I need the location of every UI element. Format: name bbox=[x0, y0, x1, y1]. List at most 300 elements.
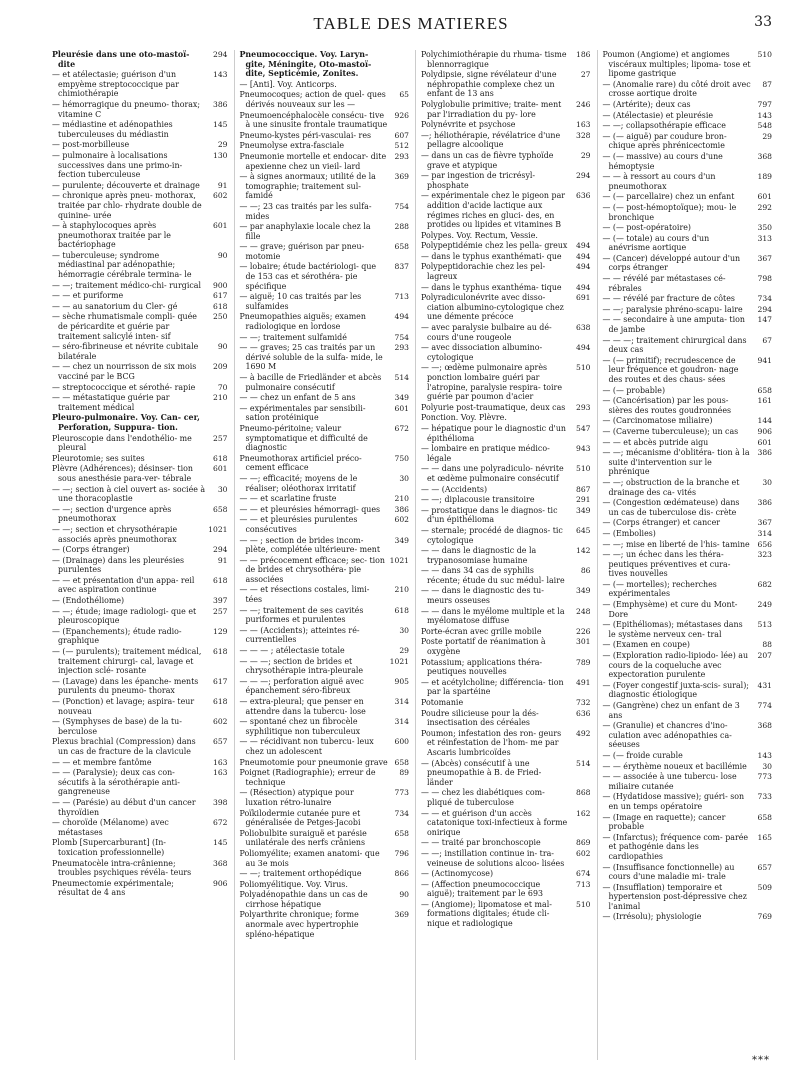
index-entry-text: — —; mécanisme d'oblitéra- tion à la suite d'intervention sur le phrénique bbox=[602, 448, 750, 477]
index-entry bbox=[421, 444, 591, 463]
index-entry-page: 734 bbox=[757, 294, 772, 304]
index-entry-page: 210 bbox=[394, 585, 409, 595]
index-entry-page: 397 bbox=[213, 596, 228, 606]
index-entry bbox=[603, 580, 773, 599]
index-entry bbox=[421, 241, 591, 251]
index-entry bbox=[421, 120, 591, 130]
index-entry-page: 163 bbox=[213, 757, 228, 767]
index-entry-text: Pleurotomie; ses suites bbox=[52, 453, 145, 463]
index-entry bbox=[240, 202, 410, 221]
index-entry-text: — hémorragique du pneumo- thorax; vitamine C bbox=[52, 99, 201, 119]
index-entry-text: — (— mortelles); recherches expérimentales bbox=[602, 579, 717, 599]
index-entry bbox=[240, 556, 410, 585]
index-entry-text: — (Artérite); deux cas bbox=[602, 99, 691, 109]
index-entry-text: — — révélé par métastases cé- rébrales bbox=[602, 274, 726, 293]
index-entry-text: — à staphylocoques après pneumothorax traitée par le bactériophage bbox=[52, 221, 171, 250]
index-entry-page: 602 bbox=[394, 515, 409, 525]
index-entry bbox=[240, 80, 410, 90]
index-entry-page: 514 bbox=[394, 373, 409, 382]
index-entry bbox=[240, 809, 410, 828]
index-entry bbox=[421, 880, 591, 899]
index-entry bbox=[52, 434, 228, 453]
index-entry-text: — — chez un nourrisson de six mois vacciné par le BCG bbox=[52, 362, 197, 381]
index-entry-text: — (Irrésolu); physiologie bbox=[602, 912, 702, 922]
index-entry-page: 294 bbox=[757, 304, 772, 314]
index-entry-page: 207 bbox=[757, 651, 772, 661]
index-entry-text: Ponction. Voy. Plèvre. bbox=[421, 413, 507, 423]
index-entry bbox=[421, 293, 591, 322]
index-entry-page: 90 bbox=[399, 890, 409, 900]
index-entry-page: 601 bbox=[757, 437, 772, 447]
index-entry-page: 147 bbox=[757, 315, 772, 325]
index-entry bbox=[421, 900, 591, 929]
index-entry bbox=[240, 626, 410, 645]
index-entry-text: — —; un échec dans les théra- peutiques préventives et cura- tives nouvelles bbox=[602, 550, 731, 579]
index-entry-page: 492 bbox=[576, 728, 591, 738]
index-entry-page: 638 bbox=[576, 323, 591, 333]
index-entry bbox=[52, 302, 228, 312]
index-entry-page: 288 bbox=[394, 222, 409, 232]
index-entry-page: 368 bbox=[213, 858, 228, 868]
index-entry-page: 386 bbox=[757, 448, 772, 458]
index-entry bbox=[240, 474, 410, 493]
index-entry-text: — (Gangrène) chez un enfant de 3 ans bbox=[602, 701, 740, 720]
index-entry-page: 431 bbox=[757, 680, 772, 690]
index-entry bbox=[240, 536, 410, 555]
index-entry-text: — (— massive) au cours d'une hémoptysie bbox=[602, 151, 723, 171]
index-entry-page: 691 bbox=[576, 293, 591, 303]
index-entry-text: — — —; perforation aiguë avec épanchement séro-fibreux bbox=[239, 676, 364, 696]
index-entry-text: — (Image en raquette); cancer probable bbox=[602, 812, 726, 832]
index-entry-page: 210 bbox=[213, 393, 228, 403]
index-entry-text: — —; étude; image radiologi- que et pleuroscopique bbox=[52, 606, 197, 626]
index-entry-text: — —; section et chrysothérapie associés après pneumothorax bbox=[52, 524, 178, 544]
index-entry bbox=[52, 50, 228, 69]
index-entry-text: — — ; section de brides incom- plète, complétée ultérieure- ment bbox=[239, 535, 381, 555]
index-entry-page: 226 bbox=[576, 626, 591, 636]
index-entry-text: — (Caverne tuberculeuse); un cas bbox=[602, 426, 739, 436]
index-entry bbox=[603, 100, 773, 110]
index-entry-text: — (Corps étranger) et cancer bbox=[602, 518, 721, 528]
index-entry bbox=[52, 647, 228, 676]
index-entry-text: — à signes anormaux; utilité de la tomographie; traitement sul- famidé bbox=[239, 172, 376, 201]
index-entry-text: — (— primitif); recrudescence de leur fréquence et goudron- nage des routes et des chaus- sées bbox=[602, 355, 739, 384]
index-entry-text: — (— aiguë) par coudure bron- chique après phrénicectomie bbox=[602, 131, 727, 151]
index-entry bbox=[603, 386, 773, 396]
index-entry bbox=[603, 651, 773, 680]
index-entry bbox=[240, 606, 410, 625]
index-entry-page: 91 bbox=[217, 555, 228, 565]
index-entry bbox=[240, 910, 410, 939]
index-entry bbox=[603, 121, 773, 131]
index-entry bbox=[421, 485, 591, 495]
index-entry-page: 900 bbox=[213, 280, 228, 290]
index-entry-page: 350 bbox=[757, 223, 772, 233]
index-entry-page: 1021 bbox=[389, 656, 409, 666]
index-entry-page: 89 bbox=[399, 768, 409, 778]
index-entry bbox=[421, 809, 591, 838]
index-entry bbox=[52, 251, 228, 280]
index-entry bbox=[603, 721, 773, 750]
index-entry-page: 143 bbox=[757, 750, 772, 760]
index-entry bbox=[240, 90, 410, 109]
index-entry-text: — (Carcinomatose miliaire) bbox=[602, 416, 713, 426]
index-entry-text: — — graves; 25 cas traités par un dérivé soluble de la sulfa- mide, le 1690 M bbox=[239, 343, 383, 372]
index-entry bbox=[240, 312, 410, 331]
index-entry-page: 30 bbox=[399, 473, 409, 483]
index-entry bbox=[421, 678, 591, 697]
index-entry bbox=[603, 478, 773, 497]
index-entry bbox=[421, 171, 591, 190]
index-entry bbox=[52, 525, 228, 544]
index-entry-text: — — associée à une tubercu- lose miliaire cutanée bbox=[602, 772, 737, 791]
index-entry-page: 189 bbox=[757, 172, 772, 182]
index-entry bbox=[603, 833, 773, 862]
index-entry-text: — sternale; procédé de diagnos- tic cytologique bbox=[421, 525, 563, 545]
index-entry-page: 645 bbox=[576, 525, 591, 535]
index-entry bbox=[52, 485, 228, 504]
index-entry bbox=[421, 495, 591, 505]
index-entry-text: — — et pleurésies purulentes consécutives bbox=[239, 515, 358, 534]
index-entry bbox=[52, 505, 228, 524]
index-entry-text: — (Cancérisation) par les pous- sières des routes goudronnées bbox=[602, 396, 732, 415]
index-entry-page: 398 bbox=[213, 797, 228, 807]
index-entry-page: 600 bbox=[394, 737, 409, 747]
index-entry-page: 161 bbox=[757, 396, 772, 406]
index-entry-page: 682 bbox=[757, 579, 772, 589]
index-entry-page: 143 bbox=[213, 70, 228, 80]
index-entry-page: 510 bbox=[757, 50, 772, 59]
index-entry-text: — médiastine et adénopathies tuberculeuses du médiastin bbox=[52, 120, 173, 139]
index-entry-page: 369 bbox=[394, 910, 409, 920]
index-entry-page: 658 bbox=[757, 385, 772, 395]
index-entry-page: 750 bbox=[394, 453, 409, 463]
index-entry bbox=[421, 759, 591, 788]
index-entry-text: Polyradiculonévrite avec disso- ciation albumino-cytologique chez une démente précoce bbox=[421, 293, 564, 322]
index-entry-text: — purulente; découverte et drainage bbox=[52, 180, 200, 190]
index-entry-text: — — érythème noueux et bacillémie bbox=[602, 761, 747, 771]
index-entry-text: — (Lavage) dans les épanche- ments purulents du pneumo- thorax bbox=[52, 676, 199, 696]
index-entry-page: 672 bbox=[213, 818, 228, 828]
index-entry-text: — expérimentales par sensibili- sation protéinique bbox=[239, 403, 366, 423]
index-entry-page: 674 bbox=[576, 869, 591, 879]
index-entry-page: 941 bbox=[757, 355, 772, 365]
index-entry-page: 867 bbox=[576, 484, 591, 494]
index-entry-text: — prostatique dans le diagnos- tic d'un épithélioma bbox=[421, 505, 558, 525]
index-column-4 bbox=[597, 50, 773, 1060]
index-entry-text: — —; collapsothérapie efficace bbox=[602, 121, 726, 131]
index-entry-text: — —; diplacousie transitoire bbox=[421, 495, 535, 505]
index-entry bbox=[240, 343, 410, 372]
index-entry-text: — (— purulents); traitement médical, traitement chirurgi- cal, lavage et injection sclé- rosante bbox=[52, 647, 202, 676]
index-entry-text: — (— probable) bbox=[602, 385, 666, 395]
index-entry-page: 294 bbox=[576, 171, 591, 181]
index-entry-text: — (— froide curable bbox=[602, 750, 683, 760]
index-entry-text: — (— parcellaire) chez un enfant bbox=[602, 192, 735, 202]
index-entry-text: — pulmonaire à localisations successives dans une primo-in- fection tuberculeuse bbox=[52, 150, 183, 180]
index-entry-text: Pneumocoques; action de quel- ques dérivés nouveaux sur les — bbox=[239, 90, 386, 109]
index-entry bbox=[240, 849, 410, 868]
index-entry bbox=[52, 151, 228, 180]
index-entry bbox=[603, 600, 773, 619]
index-entry-page: 87 bbox=[762, 79, 772, 89]
index-entry-text: — — (Paralysie); deux cas con- sécutifs à la sérothérapie anti- gangreneuse bbox=[52, 768, 180, 797]
index-column-2 bbox=[234, 50, 410, 1060]
index-entry-text: Polypeptidémie chez les pella- greux bbox=[421, 241, 568, 251]
index-entry bbox=[603, 111, 773, 121]
index-entry bbox=[603, 254, 773, 273]
index-entry bbox=[52, 70, 228, 99]
index-entry-text: Poliomyélite; examen anatomi- que au 3e mois bbox=[239, 848, 380, 868]
index-entry-text: — (Insuffisance fonctionnelle) au cours d'une maladie mi- trale bbox=[602, 862, 735, 882]
index-entry bbox=[421, 849, 591, 868]
index-entry-page: 386 bbox=[757, 498, 772, 508]
index-entry-page: 1021 bbox=[389, 555, 409, 565]
index-entry bbox=[240, 152, 410, 171]
index-entry bbox=[52, 221, 228, 250]
index-entry-text: — — (Parésie) au début d'un cancer thyroïdien bbox=[52, 797, 196, 817]
index-entry-text: Poignet (Radiographie); erreur de technique bbox=[239, 768, 376, 787]
index-entry-page: 656 bbox=[757, 539, 772, 549]
index-entry-text: Pneumo-kystes péri-vasculai- res bbox=[239, 130, 372, 140]
index-entry bbox=[240, 172, 410, 201]
index-entry-text: — —; traitement de ses cavités puriformes et purulentes bbox=[239, 605, 364, 625]
index-entry bbox=[52, 291, 228, 301]
index-entry-page: 293 bbox=[394, 343, 409, 353]
index-entry-text: — dans le typhus exanthémati- que bbox=[421, 251, 562, 261]
index-entry-page: 314 bbox=[394, 697, 409, 706]
index-entry-text: — — dans le diagnostic de la trypanosomiase humaine bbox=[421, 546, 537, 565]
index-entry-page: 657 bbox=[213, 737, 228, 747]
index-entry-text: — —; œdème pulmonaire après ponction lombaire guéri par l'atropine, paralysie respira- toire guérie par poumon d'acier bbox=[421, 363, 563, 402]
index-entry bbox=[603, 336, 773, 355]
index-entry bbox=[603, 427, 773, 437]
index-entry-page: 30 bbox=[762, 477, 772, 487]
index-entry bbox=[603, 912, 773, 922]
index-entry-text: — —; section à ciel ouvert as- sociée à une thoracoplastie bbox=[52, 484, 206, 504]
index-entry-text: — — dans 34 cas de syphilis récente; étude du suc médul- laire bbox=[421, 566, 565, 585]
index-entry-text: — (Symphyses de base) de la tu- berculose bbox=[52, 717, 182, 736]
index-entry-text: — (Epithéliomas); métastases dans le système nerveux cen- tral bbox=[602, 620, 743, 639]
index-entry bbox=[52, 879, 228, 898]
index-entry-text: Pleuro-pulmonaire. Voy. Can- cer, Perforation, Suppura- tion. bbox=[52, 413, 200, 432]
index-entry-text: — à bacille de Friedländer et abcès pulmonaire consécutif bbox=[239, 373, 382, 392]
index-entry-page: 607 bbox=[394, 130, 409, 140]
index-entry bbox=[52, 383, 228, 393]
index-entry-text: Poumon; infestation des ron- geurs et réinfestation de l'hom- me par Ascaris lumbricoïdes bbox=[421, 728, 562, 757]
index-entry bbox=[421, 403, 591, 413]
index-entry-text: — lombaire en pratique médico- légale bbox=[421, 444, 550, 463]
index-entry-text: — (Atélectasie) et pleurésie bbox=[602, 110, 714, 120]
index-entry bbox=[240, 262, 410, 291]
index-entry-page: 602 bbox=[213, 191, 228, 201]
index-entry bbox=[240, 768, 410, 787]
index-entry-page: 510 bbox=[576, 899, 591, 909]
index-entry-page: 713 bbox=[394, 292, 409, 302]
index-entry-page: 91 bbox=[217, 180, 228, 190]
index-entry bbox=[240, 697, 410, 716]
index-entry bbox=[421, 838, 591, 848]
index-entry-text: — (Infarctus); fréquence com- parée et pathogénie dans les cardiopathies bbox=[602, 832, 749, 861]
index-entry-page: 163 bbox=[576, 120, 591, 130]
index-entry-page: 658 bbox=[757, 812, 772, 822]
index-entry bbox=[52, 181, 228, 191]
index-entry-text: — (Examen en coupe) bbox=[602, 640, 690, 650]
index-entry-page: 293 bbox=[576, 402, 591, 412]
index-entry-text: — et atélectasie; guérison d'un empyème streptococcique par chimiothérapie bbox=[52, 70, 179, 99]
index-entry-text: — —; traitement orthopédique bbox=[239, 869, 362, 879]
index-entry bbox=[52, 100, 228, 119]
index-entry-text: Poïkilodermie cutanée pure et généralisée de Petges-Jacobi bbox=[239, 808, 361, 828]
index-entry-page: 291 bbox=[576, 495, 591, 505]
index-entry-text: —; héliothérapie, révélatrice d'une pellagre alcoolique bbox=[421, 130, 561, 150]
index-entry bbox=[603, 132, 773, 151]
index-entry bbox=[421, 70, 591, 99]
index-entry-page: 314 bbox=[757, 528, 772, 538]
index-entry bbox=[240, 890, 410, 909]
index-entry-text: Polynévrite et psychose bbox=[421, 120, 516, 130]
index-entry-page: 494 bbox=[576, 241, 591, 251]
index-entry-text: Pneumothorax artificiel préco- cement efficace bbox=[239, 453, 362, 473]
index-entry bbox=[603, 762, 773, 772]
index-entry bbox=[421, 50, 591, 69]
index-entry bbox=[52, 342, 228, 361]
index-entry-page: 510 bbox=[576, 464, 591, 474]
index-entry bbox=[240, 788, 410, 807]
index-entry bbox=[421, 191, 591, 229]
index-entry-page: 491 bbox=[576, 677, 591, 687]
index-entry-page: 906 bbox=[213, 878, 228, 888]
index-entry-text: — et acétylcholine; différencia- tion par la spartéine bbox=[421, 677, 564, 697]
index-entry bbox=[603, 681, 773, 700]
index-entry bbox=[52, 758, 228, 768]
index-entry bbox=[603, 620, 773, 639]
index-entry-text: — (Insufflation) temporaire et hypertension post-dépressive chez l'animal bbox=[602, 882, 747, 911]
index-entry-text: Porte-écran avec grille mobile bbox=[421, 626, 542, 636]
index-entry bbox=[240, 292, 410, 311]
index-entry-text: — (Foyer congestif juxta-scis- sural); diagnostic étiologique bbox=[602, 680, 749, 700]
index-entry-text: — spontané chez un fibrocèle syphilitique non tuberculeux bbox=[239, 717, 361, 736]
index-entry-page: 754 bbox=[394, 201, 409, 211]
index-entry-page bbox=[391, 880, 409, 890]
index-entry bbox=[52, 362, 228, 381]
index-entry-text: — dans un cas de fièvre typhoïde grave et atypique bbox=[421, 150, 554, 170]
index-entry-text: — (Granulie) et chancres d'ino- culation avec adénopathies ca- séeuses bbox=[602, 721, 732, 750]
index-entry-page: 293 bbox=[394, 151, 409, 161]
index-entry-page: 162 bbox=[576, 808, 591, 818]
index-entry bbox=[240, 515, 410, 534]
index-entry-text: — — chez un enfant de 5 ans bbox=[239, 393, 356, 403]
index-entry-text: — avec paralysie bulbaire au dé- cours d'une rougeole bbox=[421, 323, 552, 342]
index-entry-page: 129 bbox=[213, 626, 228, 636]
index-entry bbox=[52, 120, 228, 139]
index-entry-page: 250 bbox=[213, 312, 228, 322]
index-entry-page: 29 bbox=[399, 646, 409, 656]
index-entry bbox=[52, 545, 228, 555]
index-entry-text: — aiguë; 10 cas traités par les sulfamides bbox=[239, 292, 362, 311]
index-entry-page: 514 bbox=[576, 758, 591, 768]
index-entry-page: 657 bbox=[757, 862, 772, 872]
index-entry-page: 906 bbox=[757, 426, 772, 436]
index-entry bbox=[603, 274, 773, 293]
index-entry-text: Pleuroscopie dans l'endothélio- me pleural bbox=[52, 433, 192, 453]
index-entry-text: — par anaphylaxie locale chez la fille bbox=[239, 222, 371, 241]
index-entry-text: — — —; section de brides et chrysothérapie intra-pleurale bbox=[239, 656, 364, 676]
index-entry-page: 292 bbox=[757, 202, 772, 212]
index-entry bbox=[603, 315, 773, 334]
index-entry bbox=[421, 464, 591, 483]
index-entry bbox=[603, 356, 773, 385]
index-entry-text: — — traité par bronchoscopie bbox=[421, 838, 541, 848]
index-entry bbox=[421, 424, 591, 443]
index-entry-page: 367 bbox=[757, 253, 772, 263]
index-entry bbox=[603, 152, 773, 171]
index-entry-page: 70 bbox=[217, 382, 228, 392]
index-entry-text: — — précocement efficace; sec- tion de brides et chrysothéra- pie associées bbox=[239, 555, 385, 584]
index-entry-text: — — (Accidents) bbox=[421, 484, 488, 494]
index-entry-page: 142 bbox=[576, 546, 591, 556]
index-entry-text: — —; section d'urgence après pneumothorax bbox=[52, 504, 172, 524]
index-entry-text: — [Anti]. Voy. Anticorps. bbox=[239, 79, 337, 89]
index-entry bbox=[421, 526, 591, 545]
index-entry-page: 636 bbox=[576, 708, 591, 718]
index-entry-text: — —; efficacité; moyens de le réaliser; oléothorax irritatif bbox=[239, 473, 358, 493]
index-entry-page bbox=[391, 50, 409, 79]
index-entry bbox=[52, 596, 228, 606]
index-entry-page: 145 bbox=[213, 120, 228, 130]
index-entry-text: Pneumo-péritoine; valeur symptomatique et difficulté de diagnostic bbox=[239, 423, 368, 453]
index-entry bbox=[421, 729, 591, 758]
index-entry-page: 601 bbox=[213, 464, 228, 474]
index-entry bbox=[421, 363, 591, 401]
index-entry bbox=[52, 768, 228, 797]
index-entry-page: 798 bbox=[757, 274, 772, 284]
index-entry bbox=[421, 506, 591, 525]
index-entry-text: — (Emphysème) et cure du Mont- Dore bbox=[602, 600, 738, 619]
index-entry-text: — —; traitement sulfamidé bbox=[239, 332, 347, 342]
index-entry-text: — — et membre fantôme bbox=[52, 757, 152, 767]
index-entry-page: 349 bbox=[394, 393, 409, 403]
index-entry bbox=[603, 540, 773, 550]
index-entry-page bbox=[391, 80, 409, 90]
index-entry bbox=[421, 283, 591, 293]
index-entry bbox=[421, 566, 591, 585]
index-entry bbox=[240, 657, 410, 676]
index-entry bbox=[603, 80, 773, 99]
index-entry-page: 494 bbox=[576, 343, 591, 353]
index-entry-page: 257 bbox=[213, 606, 228, 616]
index-entry bbox=[603, 792, 773, 811]
index-entry-page: 349 bbox=[576, 505, 591, 515]
index-entry-page: 773 bbox=[757, 772, 772, 782]
index-entry bbox=[603, 448, 773, 477]
index-entry-page: 67 bbox=[762, 335, 772, 345]
index-entry-page bbox=[210, 413, 228, 432]
index-entry-text: — (Embolies) bbox=[602, 528, 656, 538]
index-entry-page: 658 bbox=[394, 757, 409, 767]
index-entry-text: Pleurésie dans une oto-mastoï- dite bbox=[52, 50, 190, 69]
index-entry-page: 294 bbox=[213, 50, 228, 59]
index-entry bbox=[603, 529, 773, 539]
index-entry-text: — — et présentation d'un appa- reil avec aspiration continue bbox=[52, 575, 195, 595]
index-entry-text: — (Angiome); lipomatose et mal- formations digitales; étude cli- nique et radiologique bbox=[421, 899, 552, 929]
index-entry-page: 513 bbox=[757, 620, 772, 630]
index-entry-page: 144 bbox=[757, 416, 772, 426]
index-entry-page: 866 bbox=[394, 869, 409, 879]
index-entry-text: Pneumococcique. Voy. Laryn- gite, Méningite, Oto-mastoï- dite, Septicémie, Zonites. bbox=[239, 50, 372, 79]
index-entry-page: 143 bbox=[757, 110, 772, 120]
index-entry-text: Poste portatif de réanimation à oxygène bbox=[421, 637, 546, 657]
